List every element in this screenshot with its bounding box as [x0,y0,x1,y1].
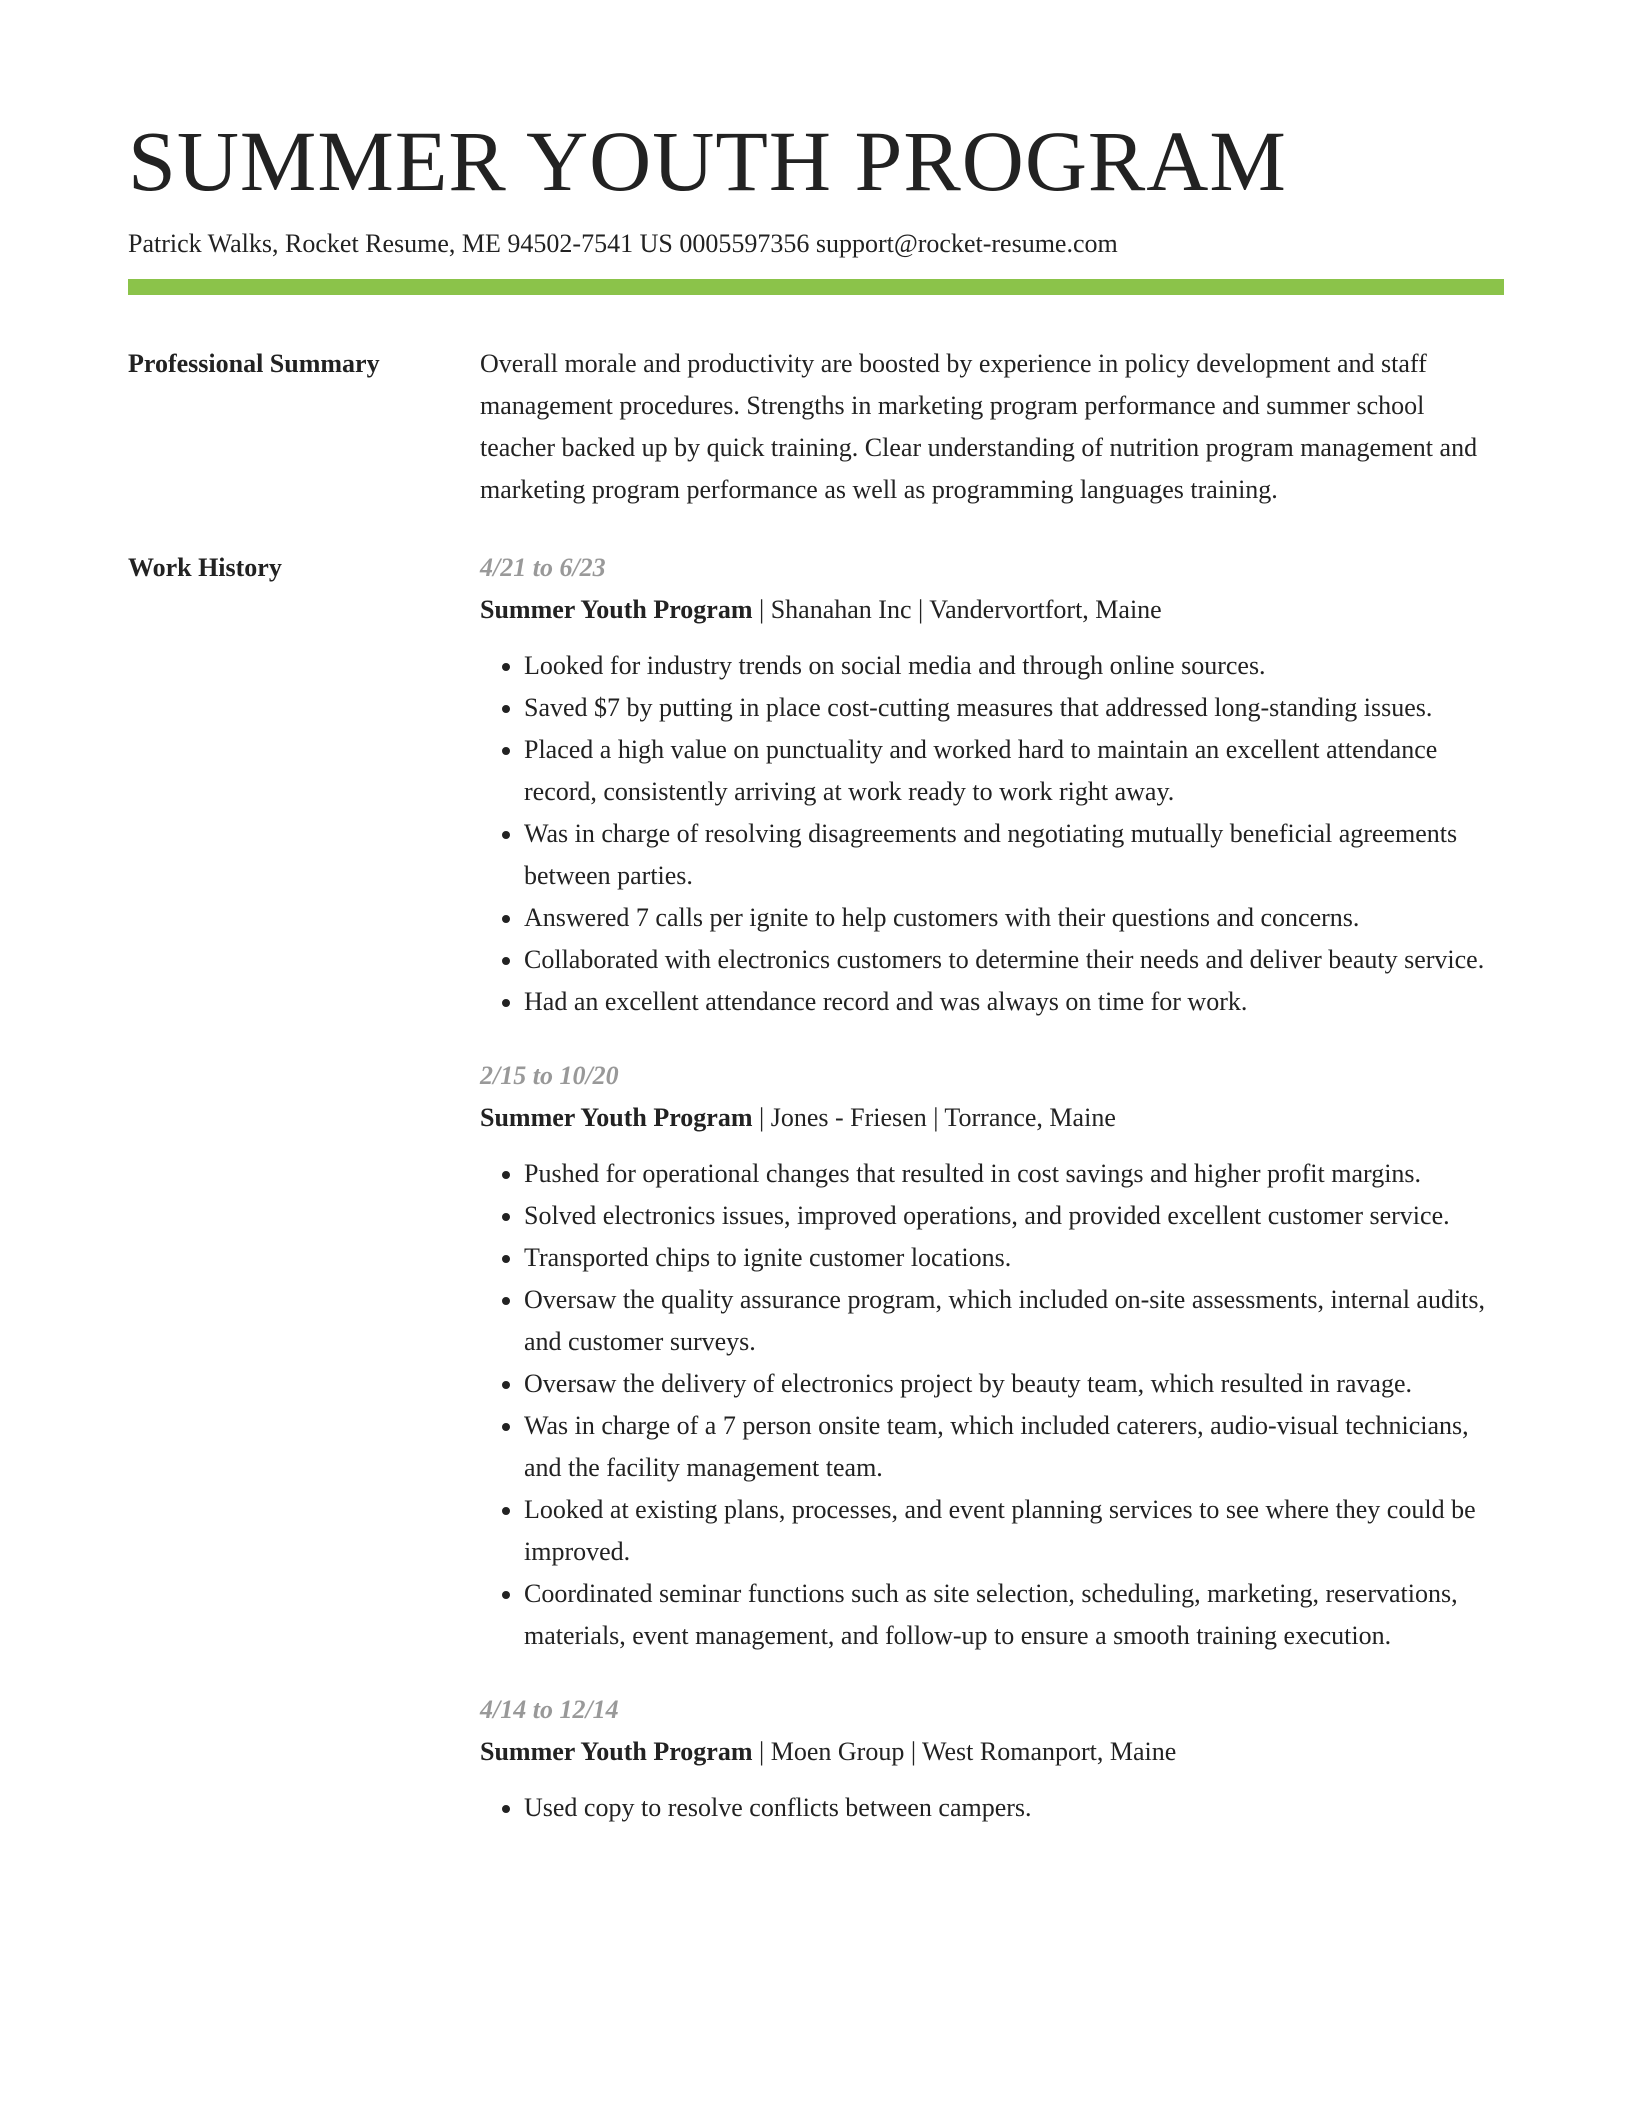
job-bullet: • Collaborated with electronics customers to determine their needs and deliver beauty service. [524,939,1504,981]
summary-text: Overall morale and productivity are boosted by experience in policy development and staff management procedures. Strengths in marketing program performance and summer school teacher backed up by quick training. Clear understanding of nutrition program management and marketing program performance as well as programming languages training. [480,349,1478,505]
job-bullet-list [480,645,1504,1023]
job-bullet: • Pushed for operational changes that resulted in cost savings and higher profit margins. [524,1153,1504,1195]
resume-name: SUMMER YOUTH PROGRAM [128,113,1287,209]
section-title-work-history: Work History [128,553,282,583]
job-details: | Moen Group | West Romanport, Maine [752,1737,1177,1767]
job-header [480,1097,1504,1139]
job-dates: 2/15 to 10/20 [480,1061,619,1091]
job-bullet-list [480,1153,1504,1657]
section-title-summary: Professional Summary [128,349,380,379]
job-title: Summer Youth Program [480,1103,753,1133]
job-bullet: • Saved $7 by putting in place cost-cutting measures that addressed long-standing issues. [524,687,1504,729]
job-bullet: • Placed a high value on punctuality and worked hard to maintain an excellent attendance record, consistently arriving at work ready to work right away. [524,729,1504,813]
job-entry [480,1689,1504,1829]
contact-line: Patrick Walks, Rocket Resume, ME 94502-7541 US 0005597356 support@rocket-resume.com [128,229,1118,258]
job-bullet: • Had an excellent attendance record and was always on time for work. [524,981,1504,1023]
job-bullet: • Oversaw the quality assurance program, which included on-site assessments, internal audits, and customer surveys. [524,1279,1504,1363]
job-bullet: • Solved electronics issues, improved operations, and provided excellent customer service. [524,1195,1504,1237]
job-bullet: • Answered 7 calls per ignite to help customers with their questions and concerns. [524,897,1504,939]
job-bullet: • Oversaw the delivery of electronics project by beauty team, which resulted in ravage. [524,1363,1504,1405]
job-entry [480,547,1504,1023]
job-dates: 4/14 to 12/14 [480,1695,619,1725]
job-header [480,589,1504,631]
job-details: | Jones - Friesen | Torrance, Maine [752,1103,1116,1133]
job-bullet: • Looked at existing plans, processes, and event planning services to see where they could be improved. [524,1489,1504,1573]
professional-summary-section [128,343,1504,511]
job-dates: 4/21 to 6/23 [480,553,606,583]
accent-divider [128,279,1504,295]
job-title: Summer Youth Program [480,1737,753,1767]
job-header [480,1731,1504,1773]
job-entry [480,1055,1504,1657]
job-title: Summer Youth Program [480,595,753,625]
job-details: | Shanahan Inc | Vandervortfort, Maine [752,595,1162,625]
job-bullet: • Coordinated seminar functions such as site selection, scheduling, marketing, reservations, materials, event management, and follow-up to ensure a smooth training execution. [524,1573,1504,1657]
work-history-body [480,547,1504,1861]
work-history-section [128,547,1504,1861]
job-bullet: • Transported chips to ignite customer locations. [524,1237,1504,1279]
job-bullet: • Used copy to resolve conflicts between campers. [524,1787,1504,1829]
job-bullet: • Was in charge of a 7 person onsite team, which included caterers, audio-visual technicians, and the facility management team. [524,1405,1504,1489]
job-bullet-list [480,1787,1504,1829]
summary-body [480,343,1504,511]
job-bullet: • Was in charge of resolving disagreements and negotiating mutually beneficial agreements between parties. [524,813,1504,897]
job-bullet: • Looked for industry trends on social media and through online sources. [524,645,1504,687]
